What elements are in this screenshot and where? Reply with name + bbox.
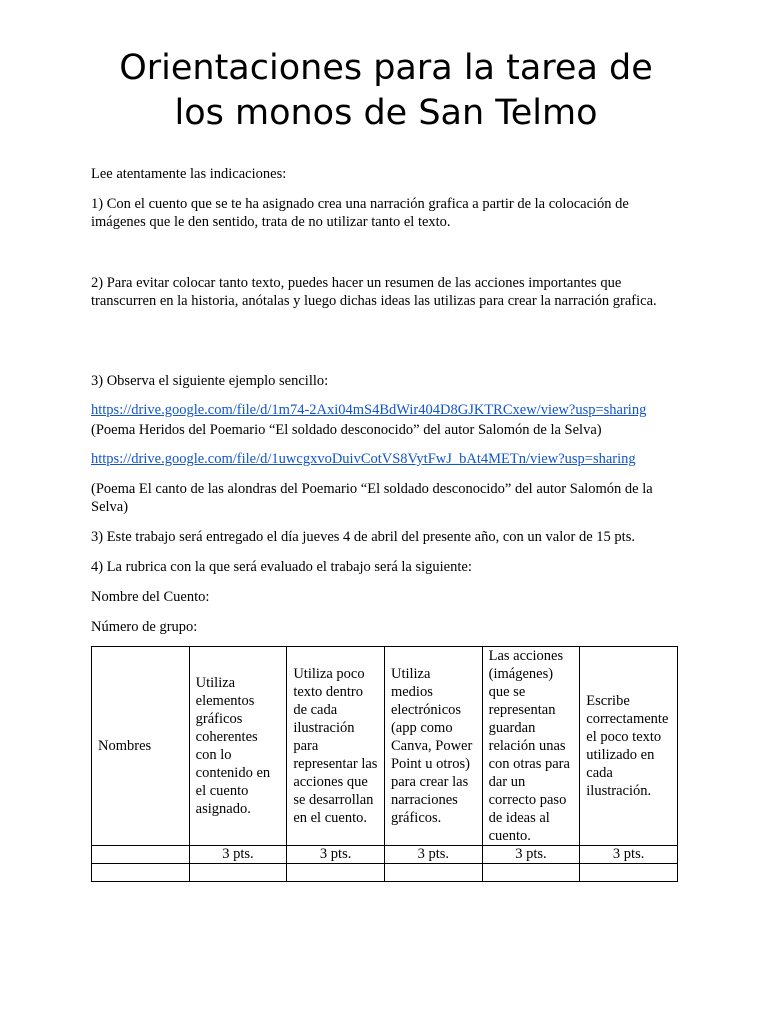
rubric-points: 3 pts. bbox=[189, 846, 287, 864]
instruction-3: 3) Observa el siguiente ejemplo sencillo: bbox=[91, 373, 329, 389]
rubric-points: 3 pts. bbox=[384, 846, 482, 864]
rubric-table bbox=[91, 646, 678, 882]
rubric-empty-cell[interactable] bbox=[92, 864, 190, 882]
rubric-criterion: Utiliza elementos gráficos coherentes con lo contenido en el cuento asignado. bbox=[189, 647, 287, 846]
rubric-criterion: Utiliza poco texto dentro de cada ilustración para representar las acciones que se desarrollan en el cuento. bbox=[287, 647, 385, 846]
rubric-header-row bbox=[92, 647, 678, 846]
rubric-empty-cell[interactable] bbox=[287, 864, 385, 882]
rubric-intro: 4) La rubrica con la que será evaluado el trabajo será la siguiente: bbox=[91, 559, 472, 575]
rubric-header-names: Nombres bbox=[92, 647, 190, 846]
story-name-label: Nombre del Cuento: bbox=[91, 589, 210, 605]
instruction-1: 1) Con el cuento que se te ha asignado crea una narración grafica a partir de la colocación de imágenes que le den sentido, trata de no utilizar tanto el texto. bbox=[91, 196, 629, 230]
example-caption-1: (Poema Heridos del Poemario “El soldado desconocido” del autor Salomón de la Selva) bbox=[91, 422, 602, 438]
rubric-points: 3 pts. bbox=[482, 846, 580, 864]
rubric-empty-cell[interactable] bbox=[189, 864, 287, 882]
rubric-blank-row bbox=[92, 864, 678, 882]
rubric-empty-cell[interactable] bbox=[580, 864, 678, 882]
page-title: Orientaciones para la tarea de los monos de San Telmo bbox=[119, 48, 653, 133]
intro-text: Lee atentamente las indicaciones: bbox=[91, 166, 287, 182]
rubric-criterion: Escribe correctamente el poco texto utilizado en cada ilustración. bbox=[580, 647, 678, 846]
rubric-criterion: Utiliza medios electrónicos (app como Canva, Power Point u otros) para crear las narraciones gráficos. bbox=[384, 647, 482, 846]
rubric-empty-cell bbox=[92, 846, 190, 864]
example-caption-2: (Poema El canto de las alondras del Poemario “El soldado desconocido” del autor Salomón de la Selva) bbox=[91, 481, 653, 515]
instruction-2: 2) Para evitar colocar tanto texto, puedes hacer un resumen de las acciones importantes que transcurren en la historia, anótalas y luego dichas ideas las utilizas para crear la narración grafica. bbox=[91, 275, 657, 309]
rubric-empty-cell[interactable] bbox=[482, 864, 580, 882]
group-number-label: Número de grupo: bbox=[91, 619, 198, 635]
example-link-2[interactable]: https://drive.google.com/file/d/1uwcgxvoDuivCotVS8VytFwJ_bAt4METn/view?usp=sharing bbox=[91, 451, 636, 467]
rubric-points: 3 pts. bbox=[287, 846, 385, 864]
rubric-points-row bbox=[92, 846, 678, 864]
rubric-empty-cell[interactable] bbox=[384, 864, 482, 882]
delivery-info: 3) Este trabajo será entregado el día jueves 4 de abril del presente año, con un valor de 15 pts. bbox=[91, 529, 635, 545]
example-link-1[interactable]: https://drive.google.com/file/d/1m74-2Axi04mS4BdWir404D8GJKTRCxew/view?usp=sharing bbox=[91, 402, 647, 418]
rubric-criterion: Las acciones (imágenes) que se representan guardan relación unas con otras para dar un correcto paso de ideas al cuento. bbox=[482, 647, 580, 846]
rubric-points: 3 pts. bbox=[580, 846, 678, 864]
